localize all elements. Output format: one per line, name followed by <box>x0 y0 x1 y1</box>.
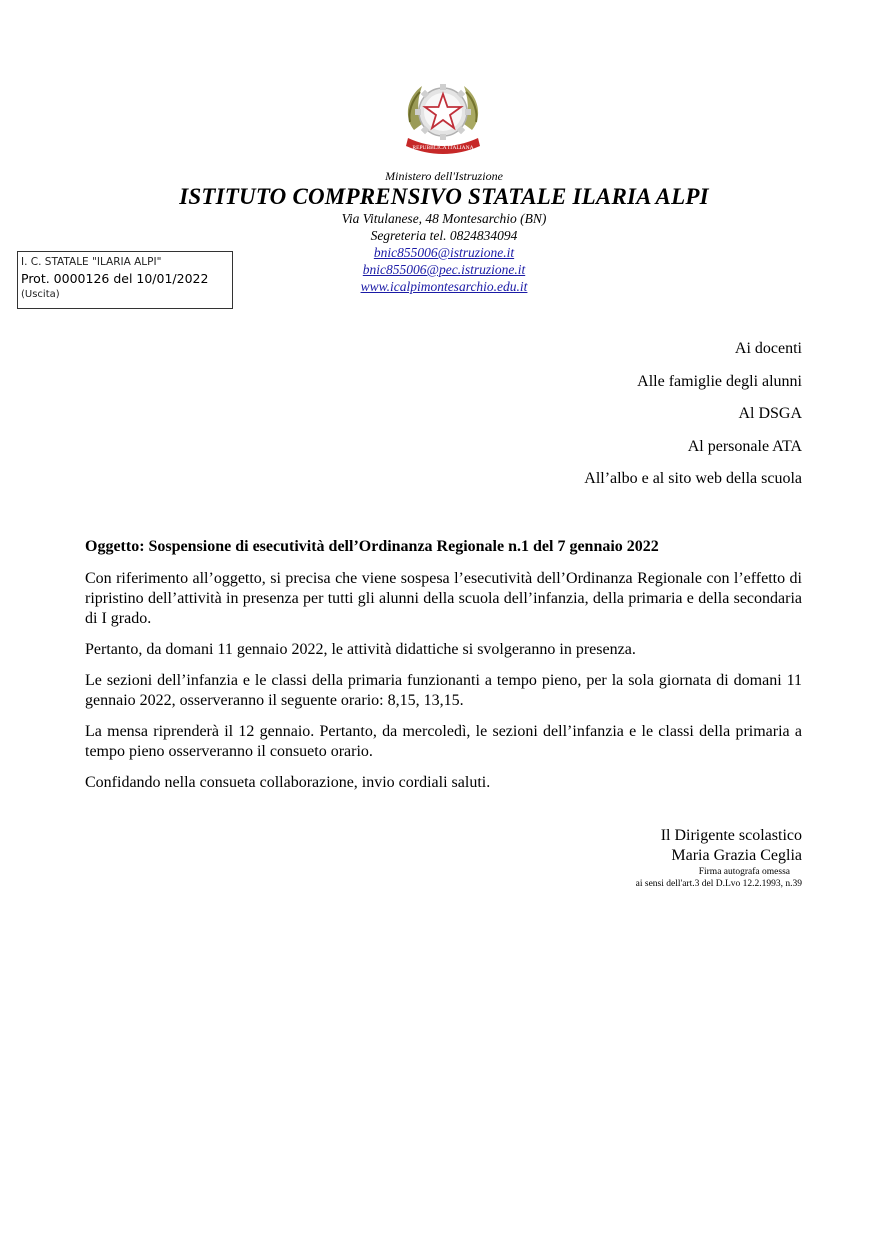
recipient: Ai docenti <box>734 340 802 357</box>
school-name: ISTITUTO COMPRENSIVO STATALE ILARIA ALPI <box>179 184 709 209</box>
protocol-issuer: I. C. STATALE "ILARIA ALPI" <box>21 256 162 268</box>
letter-paragraph: Pertanto, da domani 11 gennaio 2022, le attività didattiche si svolgeranno in presenza. <box>85 641 636 658</box>
protocol-direction: (Uscita) <box>21 289 60 300</box>
signatory-role: Il Dirigente scolastico <box>660 827 802 844</box>
website-link[interactable]: www.icalpimontesarchio.edu.it <box>360 279 528 294</box>
school-phone: Segreteria tel. 0824834094 <box>370 228 518 243</box>
protocol-number: Prot. 0000126 del 10/01/2022 <box>21 271 209 286</box>
pec-email-link[interactable]: bnic855006@pec.istruzione.it <box>362 262 526 277</box>
letter-subject: Oggetto: Sospensione di esecutività dell’Ordinanza Regionale n.1 del 7 gennaio 2022 <box>85 538 659 555</box>
recipient: Al personale ATA <box>687 437 802 455</box>
recipient: All’albo e al sito web della scuola <box>584 470 802 487</box>
svg-text:REPUBBLICA ITALIANA: REPUBBLICA ITALIANA <box>412 145 474 151</box>
recipient: Al DSGA <box>738 405 802 422</box>
ministry-name: Ministero dell'Istruzione <box>385 169 503 183</box>
letter-paragraph: La mensa riprenderà il 12 gennaio. Pertanto, da mercoledì, le sezioni dell’infanzia e le classi della primaria a tempo pieno osserveranno il consueto orario. <box>85 723 802 760</box>
email-link[interactable]: bnic855006@istruzione.it <box>373 245 515 260</box>
recipient: Alle famiglie degli alunni <box>637 372 802 390</box>
letter-body <box>85 537 802 804</box>
signature-note: Firma autografa omessa <box>698 867 790 877</box>
recipients-list <box>584 338 802 501</box>
letter-paragraph: Le sezioni dell’infanzia e le classi della primaria funzionanti a tempo pieno, per la sola giornata di domani 11 gennaio 2022, osserveranno il seguente orario: 8,15, 13,15. <box>85 672 802 709</box>
signature-block <box>636 826 802 890</box>
letter-paragraph: Con riferimento all’oggetto, si precisa che viene sospesa l’esecutività dell’Ordinanza Regionale con l’effetto di ripristino dell’attività in presenza per tutti gli alunni della scuola dell’infanzia, della primaria e della secondaria di I grado. <box>85 570 802 627</box>
signature-legal-reference: ai sensi dell'art.3 del D.Lvo 12.2.1993, n.39 <box>635 879 802 889</box>
protocol-stamp <box>17 251 233 309</box>
school-address: Via Vitulanese, 48 Montesarchio (BN) <box>341 211 547 226</box>
signatory-name: Maria Grazia Ceglia <box>671 847 802 864</box>
letter-paragraph: Confidando nella consueta collaborazione, invio cordiali saluti. <box>85 774 491 791</box>
republic-emblem-icon <box>400 78 486 156</box>
